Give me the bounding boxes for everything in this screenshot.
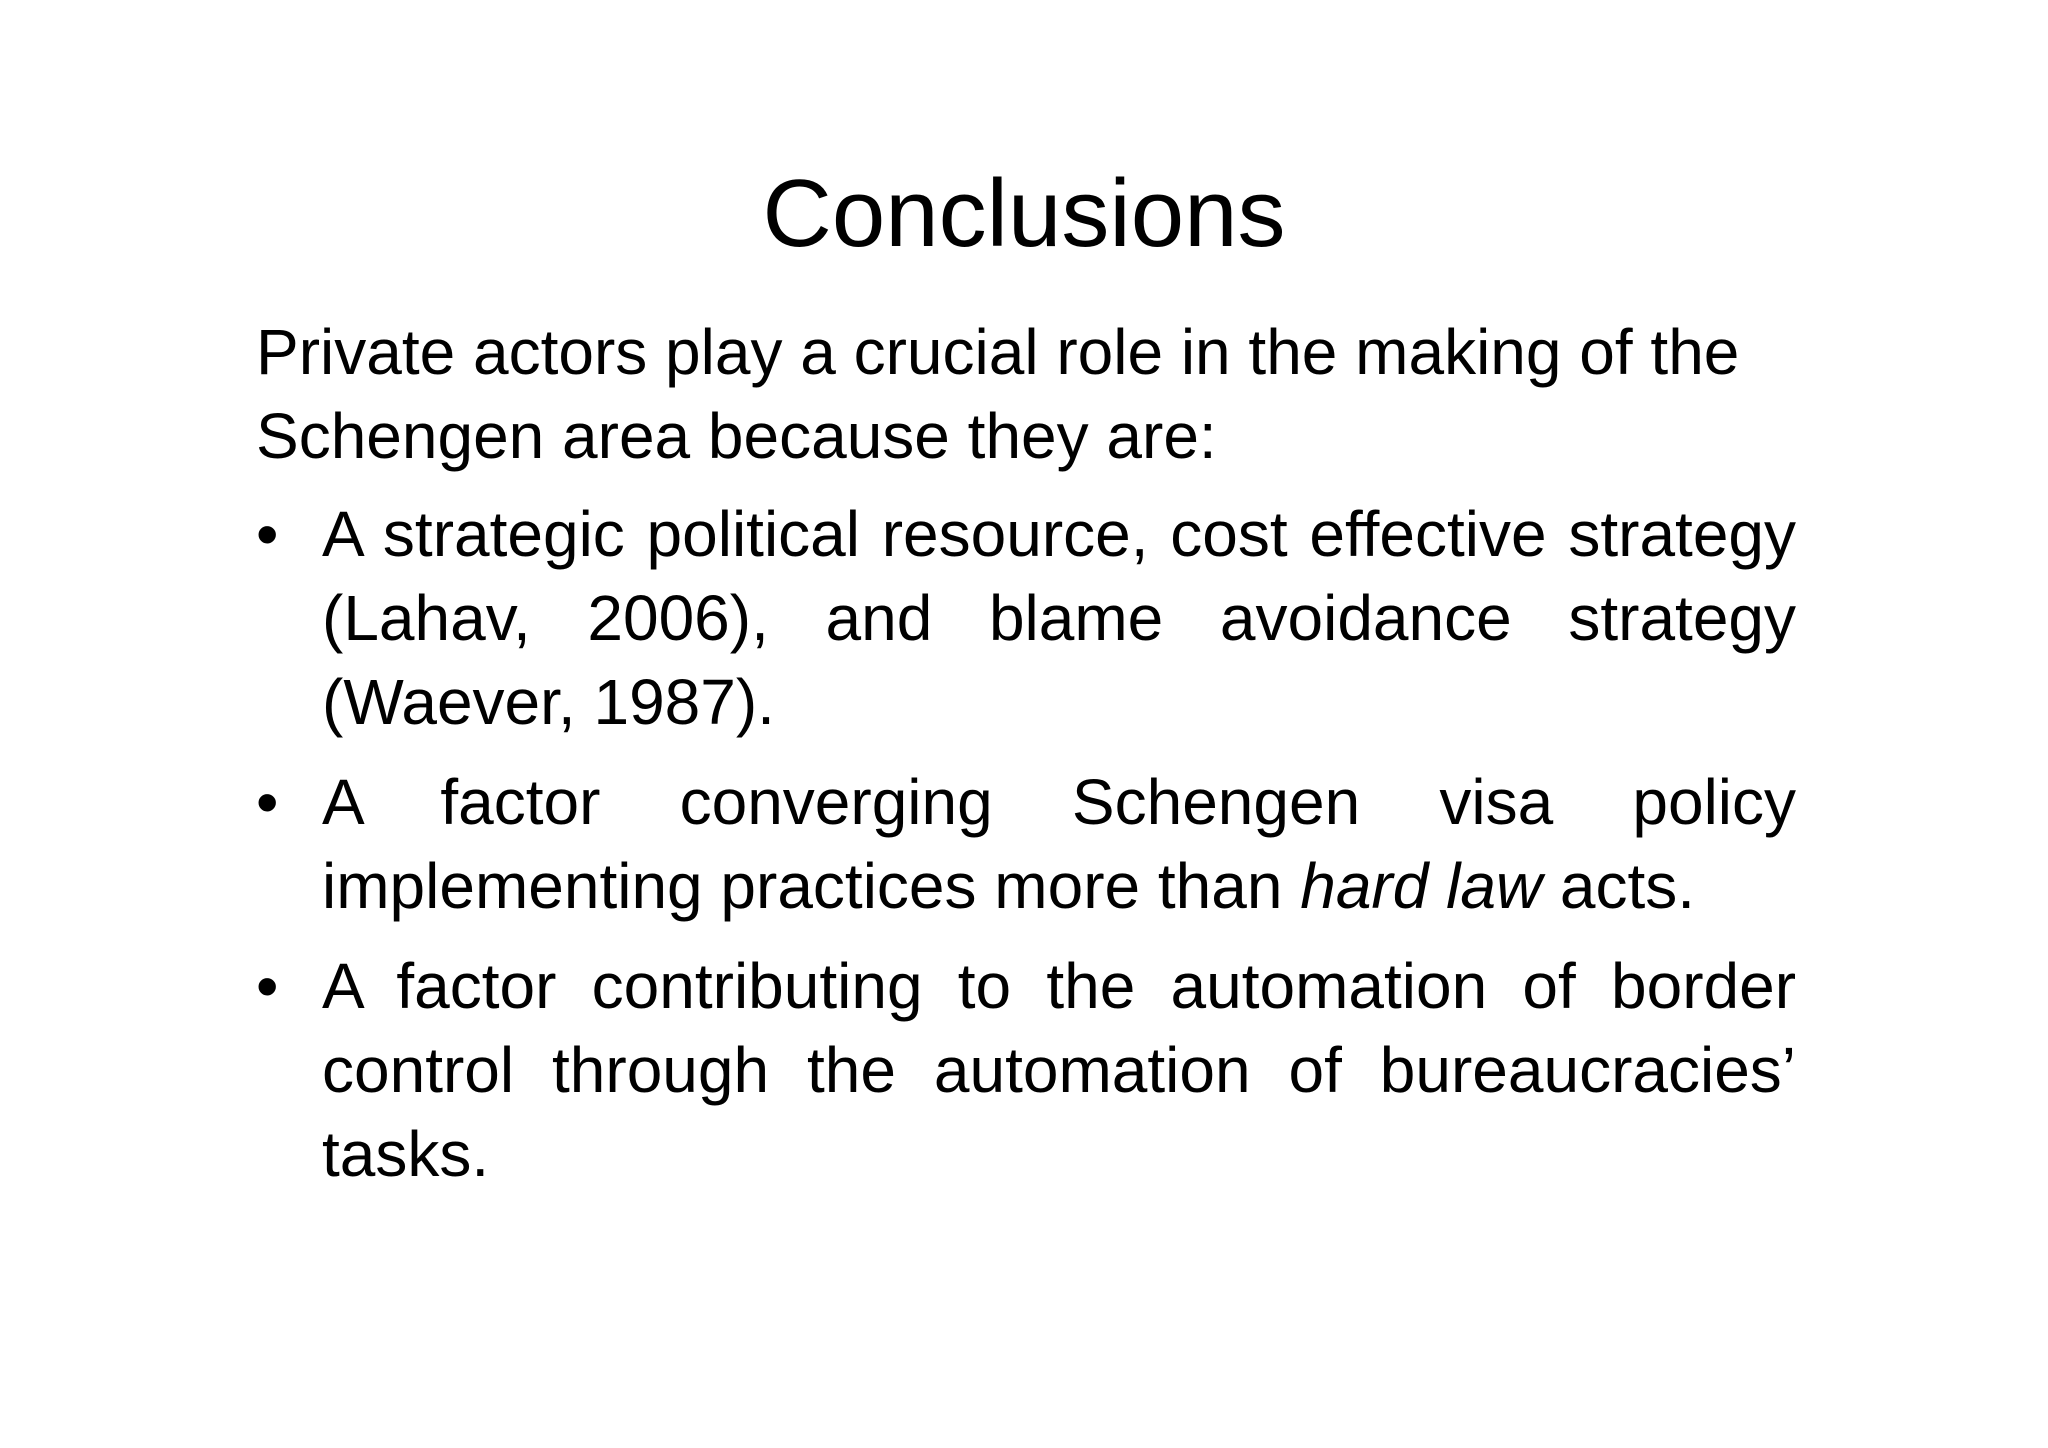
bullet-item-2 bbox=[256, 760, 1796, 928]
bullet-text-end: acts. bbox=[1542, 850, 1696, 922]
slide-content bbox=[256, 310, 1796, 1212]
bullet-emphasis: hard law bbox=[1300, 850, 1543, 922]
bullet-text: A factor converging Schengen visa policy implementing practices more than bbox=[322, 766, 1796, 922]
bullet-marker: • bbox=[256, 498, 279, 570]
bullet-list bbox=[256, 492, 1796, 1196]
bullet-marker: • bbox=[256, 950, 279, 1022]
bullet-text: A strategic political resource, cost effective strategy (Lahav, 2006), and blame avoidance strategy (Waever, 1987). bbox=[322, 498, 1796, 738]
bullet-text: A factor contributing to the automation of border control through the automation of bureaucracies’ tasks. bbox=[322, 950, 1796, 1190]
bullet-item-3 bbox=[256, 944, 1796, 1196]
slide-title: Conclusions bbox=[762, 160, 1286, 267]
bullet-marker: • bbox=[256, 766, 279, 838]
bullet-item-1 bbox=[256, 492, 1796, 744]
intro-paragraph: Private actors play a crucial role in the making of the Schengen area because they are: bbox=[256, 316, 1740, 472]
